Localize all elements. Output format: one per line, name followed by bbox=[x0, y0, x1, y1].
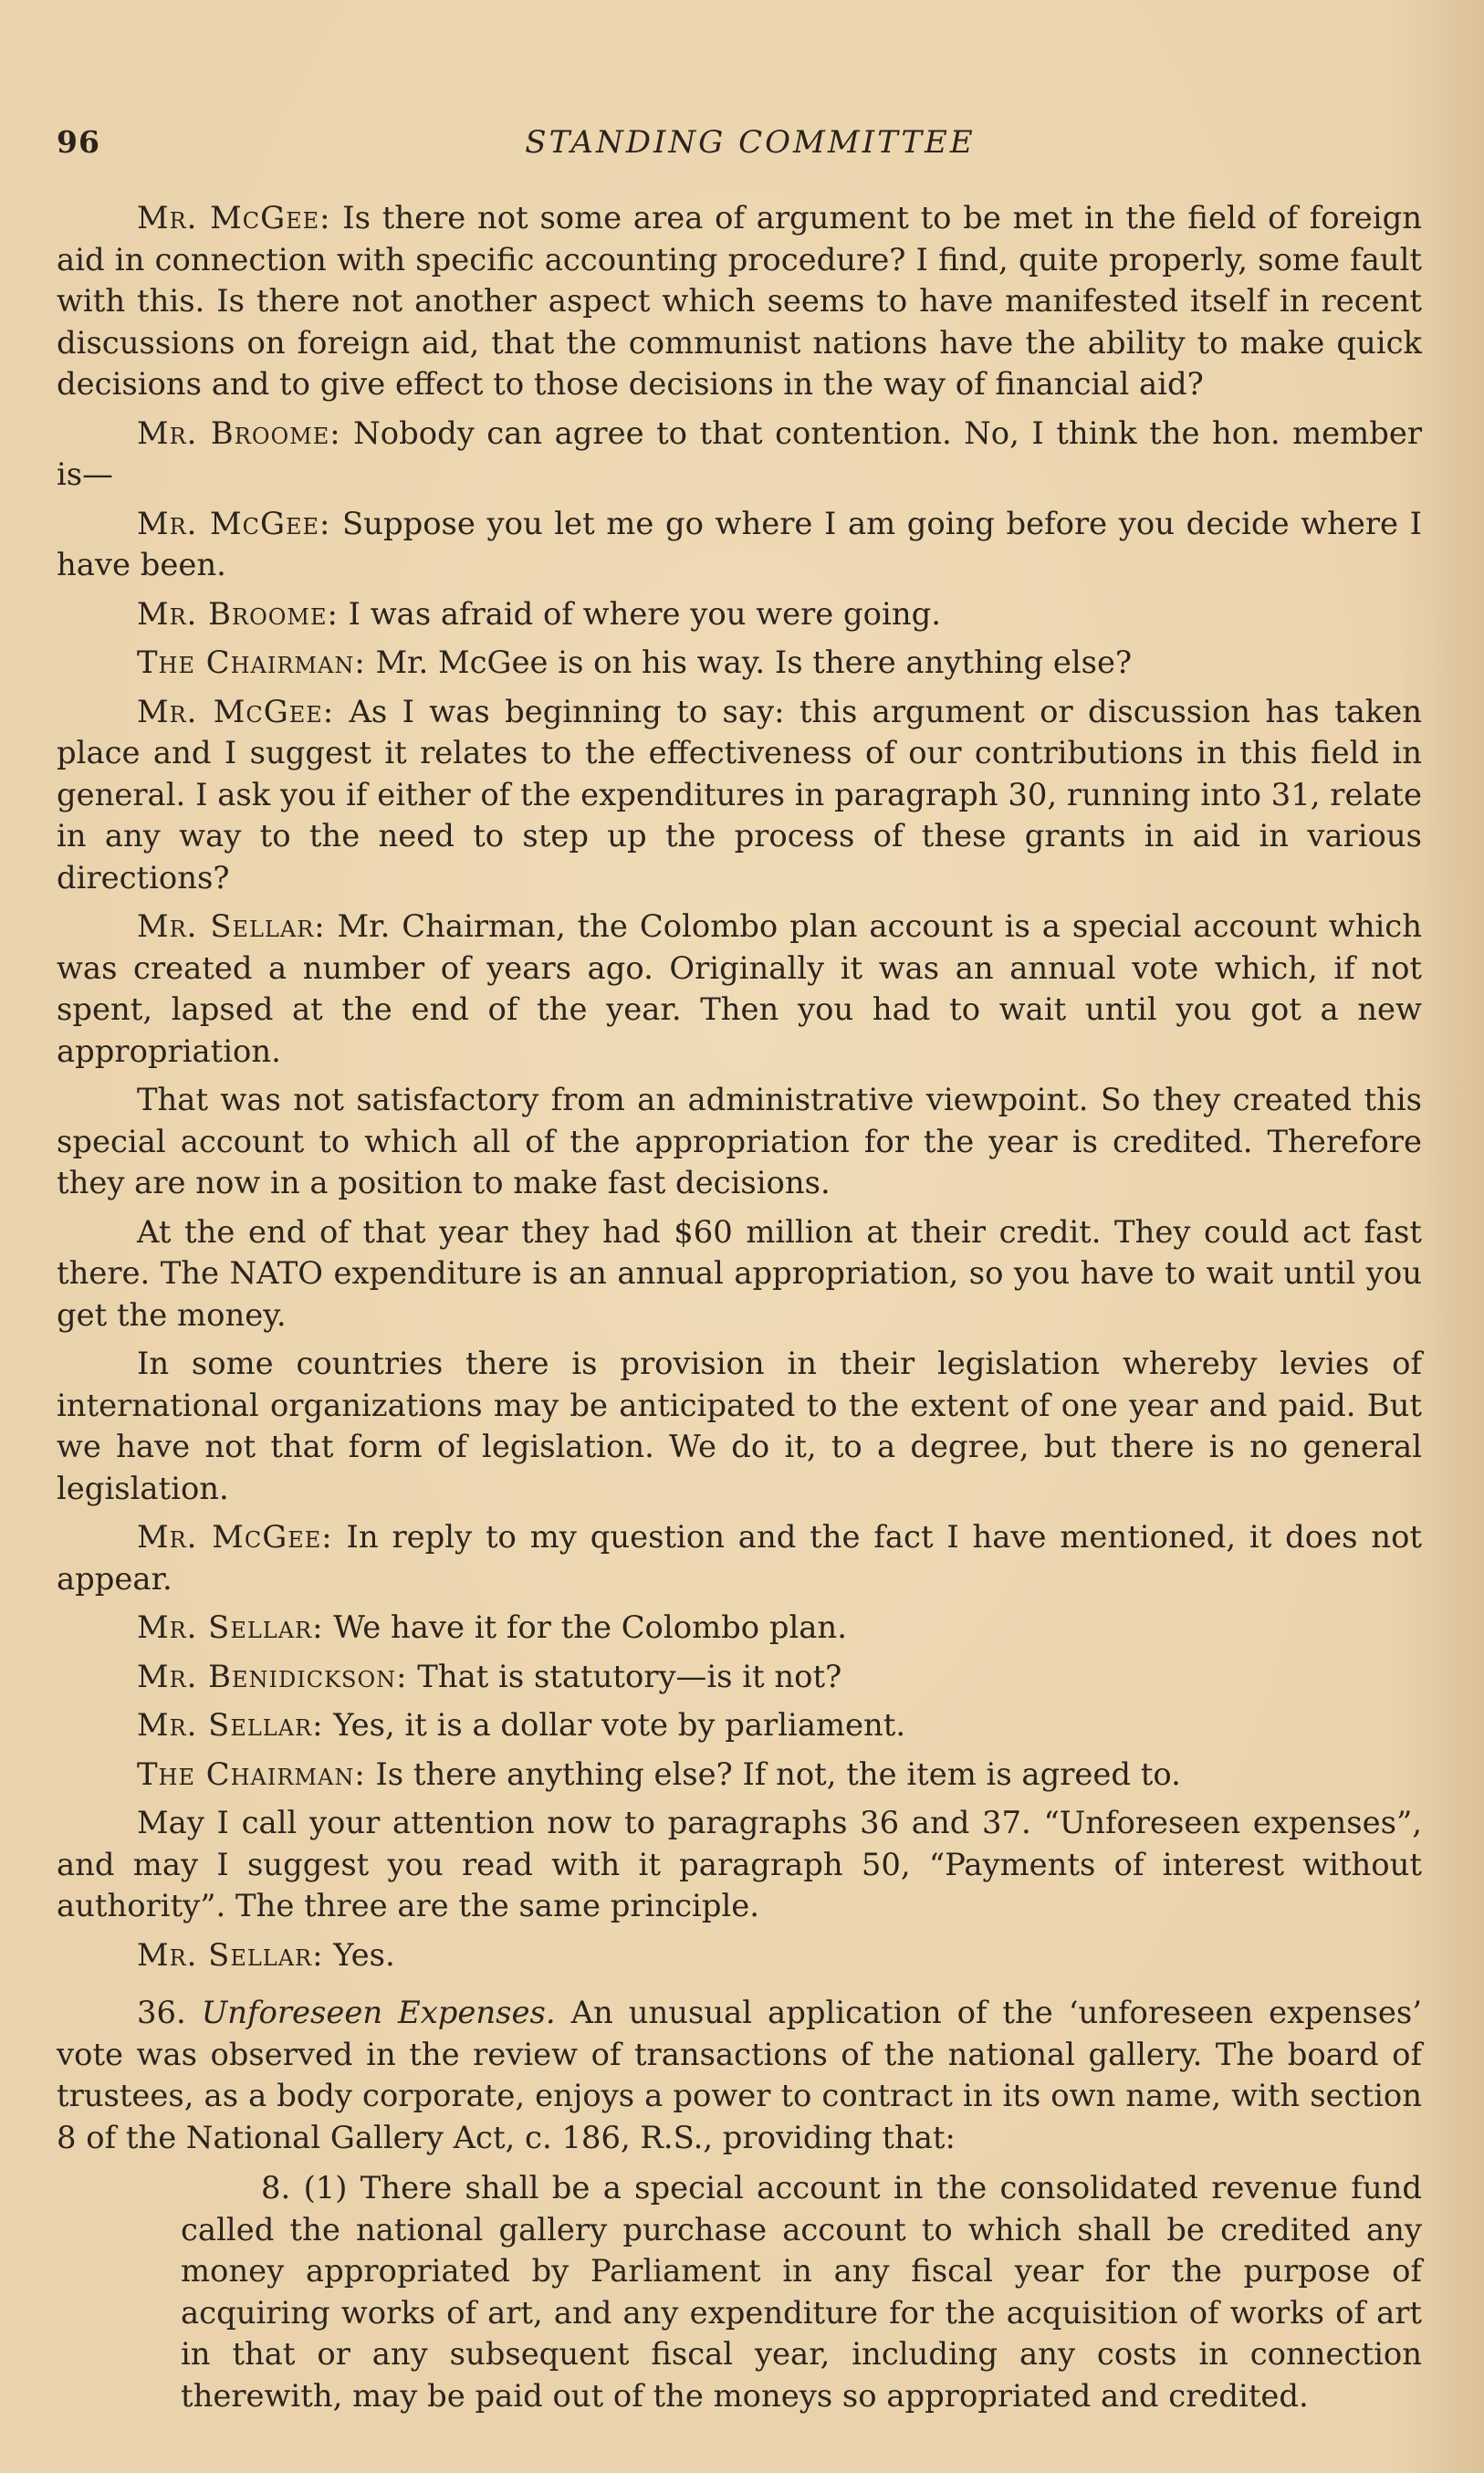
paragraph-text: In reply to my question and the fact I have mentioned, it does not appear. bbox=[57, 1519, 1422, 1597]
paragraph bbox=[57, 1607, 1422, 1649]
speaker-name: Mr. Sellar: bbox=[137, 1936, 324, 1973]
paragraph-text: Yes, it is a dollar vote by parliament. bbox=[323, 1707, 906, 1743]
paragraph bbox=[57, 642, 1422, 684]
speaker-name: The Chairman: bbox=[137, 644, 366, 680]
speaker-name: Mr. Sellar: bbox=[137, 908, 326, 944]
speaker-name: Mr. McGee: bbox=[137, 1519, 333, 1555]
section-paragraph bbox=[57, 1992, 1422, 2158]
speaker-name: Mr. Sellar: bbox=[137, 1707, 324, 1743]
page-header bbox=[57, 124, 1444, 170]
body-text bbox=[57, 197, 1422, 2416]
section-title: Unforeseen Expenses. bbox=[201, 1995, 556, 2030]
paragraph-text: In some countries there is provision in their legislation whereby levies of international organizations may be anticipated to the extent of one year and paid. But we have not that form of legislation. We do it, to a degree, but there is no general legislation. bbox=[57, 1346, 1422, 1506]
speaker-name: Mr. Benidickson: bbox=[137, 1658, 408, 1694]
paragraph bbox=[57, 906, 1422, 1072]
paragraph bbox=[57, 197, 1422, 405]
paragraph bbox=[57, 1516, 1422, 1599]
paragraph bbox=[57, 1343, 1422, 1509]
speaker-name: Mr. McGee: bbox=[137, 200, 331, 236]
paragraph-text: As I was beginning to say: this argument or discussion has taken place and I suggest it relates to the effectiveness of our contributions in this field in general. I ask you if either of the expenditures in paragraph 30, running into 31, relate in any way to the need to step up the process of these grants in aid in various directions? bbox=[57, 693, 1423, 896]
paragraph bbox=[57, 413, 1422, 496]
paragraph-text: That was not satisfactory from an administrative viewpoint. So they created this special account to which all of the appropriation for the year is credited. Therefore they are now in a position to make fast decisions. bbox=[57, 1082, 1422, 1200]
paragraph-text: Mr. McGee is on his way. Is there anything else? bbox=[365, 644, 1133, 680]
paragraph bbox=[57, 1704, 1422, 1746]
paragraph-text: Suppose you let me go where I am going before you decide where I have been. bbox=[57, 505, 1422, 582]
paragraph bbox=[57, 1934, 1422, 1976]
speaker-name: Mr. McGee: bbox=[137, 693, 335, 729]
page-number: 96 bbox=[57, 124, 100, 160]
speaker-name: Mr. Broome: bbox=[137, 414, 341, 451]
statute-quote: 8. (1) There shall be a special account in the consolidated revenue fund called the national gallery purchase account to which shall be credited any money appropriated by Parliament in any fiscal year for the purpose of acquiring works of art, and any expenditure for the acquisition of works of art in that or any subsequent fiscal year, including any costs in connection therewith, may be paid out of the moneys so appropriated and credited. bbox=[181, 2170, 1422, 2414]
paragraph bbox=[57, 1802, 1422, 1927]
section-number: 36. bbox=[137, 1995, 202, 2030]
section-text: An unusual application of the ‘unforeseen expenses’ vote was observed in the review of transactions of the national gallery. The board of trustees, as a body corporate, enjoys a power to contract in its own name, with section 8 of the National Gallery Act, c. 186, R.S., providing that: bbox=[57, 1995, 1422, 2155]
paragraph-text: I was afraid of where you were going. bbox=[338, 595, 941, 632]
speaker-name: The Chairman: bbox=[137, 1755, 366, 1792]
paragraph-text: That is statutory—is it not? bbox=[407, 1658, 842, 1694]
running-head: STANDING COMMITTEE bbox=[525, 124, 976, 161]
paragraph bbox=[57, 593, 1422, 635]
paragraph-text: At the end of that year they had $60 million at their credit. They could act fast there. The NATO expenditure is an annual appropriation, so you have to wait until you get the money. bbox=[57, 1213, 1422, 1333]
paragraph bbox=[57, 691, 1422, 899]
paragraph-text: Is there anything else? If not, the item is agreed to. bbox=[365, 1755, 1181, 1792]
paragraph-text: Nobody can agree to that contention. No, I think the hon. member is— bbox=[57, 414, 1422, 492]
paragraph bbox=[57, 1211, 1422, 1336]
paragraph-text: May I call your attention now to paragraphs 36 and 37. “Unforeseen expenses”, and may I suggest you read with it paragraph 50, “Payments of interest without authority”. The three are the same principle. bbox=[57, 1805, 1422, 1923]
paragraph-text: Mr. Chairman, the Colombo plan account is a special account which was created a number of years ago. Originally it was an annual vote which, if not spent, lapsed at the end of the year. Then you had to wait until you got a new appropriation. bbox=[57, 908, 1422, 1069]
paragraph bbox=[57, 1754, 1422, 1796]
paragraph-text: Yes. bbox=[323, 1936, 395, 1973]
paragraph-text: Is there not some area of argument to be met in the field of foreign aid in connection with specific accounting procedure? I find, quite properly, some fault with this. Is there not another aspect which seems to have manifested itself in recent discussions on foreign aid, that the communist nations have the ability to make quick decisions and to give effect to those decisions in the way of financial aid? bbox=[57, 200, 1422, 402]
paragraph bbox=[57, 1079, 1422, 1204]
paragraph-text: We have it for the Colombo plan. bbox=[323, 1609, 847, 1645]
speaker-name: Mr. Sellar: bbox=[137, 1609, 324, 1645]
speaker-name: Mr. McGee: bbox=[137, 505, 331, 541]
paragraph bbox=[57, 503, 1422, 586]
speaker-name: Mr. Broome: bbox=[137, 595, 339, 632]
paragraph bbox=[57, 1656, 1422, 1698]
